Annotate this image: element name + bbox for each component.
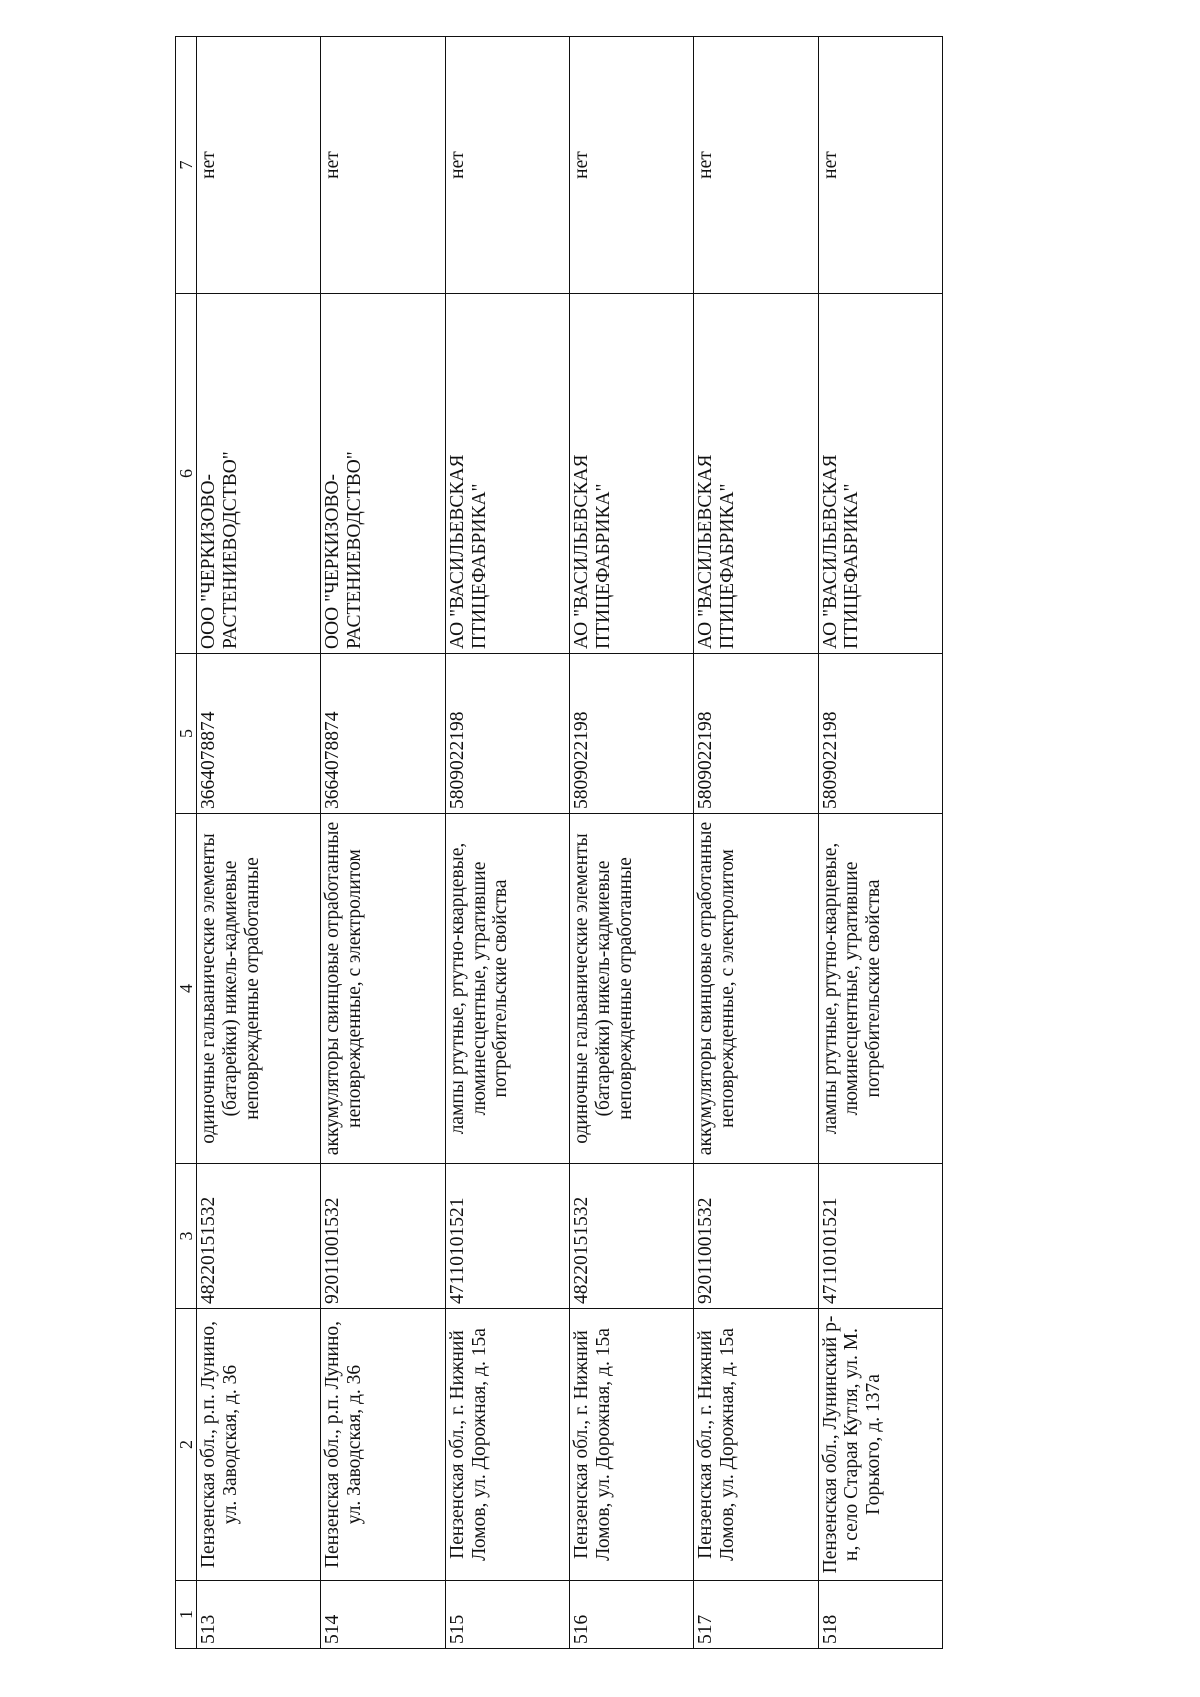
organization-cell: АО "ВАСИЛЬЕВСКАЯ ПТИЦЕФАБРИКА" <box>694 294 818 654</box>
inn-cell: 3664078874 <box>321 654 445 814</box>
address-cell: Пензенская обл., р.п. Лунино, ул. Заводская, д. 36 <box>321 1309 445 1581</box>
row-number: 517 <box>694 1581 818 1649</box>
header-col-4: 4 <box>176 814 197 1164</box>
waste-code-cell: 48220151532 <box>570 1164 694 1309</box>
row-number: 516 <box>570 1581 694 1649</box>
flag-cell: нет <box>197 37 321 294</box>
organization-cell: ООО "ЧЕРКИЗОВО-РАСТЕНИЕВОДСТВО" <box>197 294 321 654</box>
address-cell: Пензенская обл., г. Нижний Ломов, ул. Дорожная, д. 15а <box>570 1309 694 1581</box>
rotated-table-container <box>175 37 943 1649</box>
waste-code-cell: 47110101521 <box>818 1164 942 1309</box>
row-number: 513 <box>197 1581 321 1649</box>
header-col-5: 5 <box>176 654 197 814</box>
header-row <box>176 37 197 1649</box>
organization-cell: АО "ВАСИЛЬЕВСКАЯ ПТИЦЕФАБРИКА" <box>570 294 694 654</box>
registry-table-page <box>175 37 943 1649</box>
flag-cell: нет <box>321 37 445 294</box>
flag-cell: нет <box>570 37 694 294</box>
waste-name-cell: лампы ртутные, ртутно-кварцевые, люминесцентные, утратившие потребительские свойства <box>818 814 942 1164</box>
registry-table <box>175 36 943 1649</box>
header-col-6: 6 <box>176 294 197 654</box>
inn-cell: 5809022198 <box>570 654 694 814</box>
waste-name-cell: одиночные гальванические элементы (батарейки) никель-кадмиевые неповрежденные отработанные <box>197 814 321 1164</box>
row-number: 518 <box>818 1581 942 1649</box>
inn-cell: 5809022198 <box>818 654 942 814</box>
organization-cell: ООО "ЧЕРКИЗОВО-РАСТЕНИЕВОДСТВО" <box>321 294 445 654</box>
address-cell: Пензенская обл., р.п. Лунино, ул. Заводская, д. 36 <box>197 1309 321 1581</box>
inn-cell: 3664078874 <box>197 654 321 814</box>
waste-code-cell: 48220151532 <box>197 1164 321 1309</box>
organization-cell: АО "ВАСИЛЬЕВСКАЯ ПТИЦЕФАБРИКА" <box>818 294 942 654</box>
waste-name-cell: одиночные гальванические элементы (батарейки) никель-кадмиевые неповрежденные отработанные <box>570 814 694 1164</box>
header-col-1: 1 <box>176 1581 197 1649</box>
table-row <box>197 37 321 1649</box>
address-cell: Пензенская обл., г. Нижний Ломов, ул. Дорожная, д. 15а <box>694 1309 818 1581</box>
waste-code-cell: 47110101521 <box>445 1164 569 1309</box>
waste-name-cell: аккумуляторы свинцовые отработанные неповрежденные, с электролитом <box>321 814 445 1164</box>
inn-cell: 5809022198 <box>445 654 569 814</box>
address-cell: Пензенская обл., Лунинский р-н, село Старая Кутля, ул. М. Горького, д. 137а <box>818 1309 942 1581</box>
table-row <box>321 37 445 1649</box>
inn-cell: 5809022198 <box>694 654 818 814</box>
table-row <box>445 37 569 1649</box>
row-number: 514 <box>321 1581 445 1649</box>
organization-cell: АО "ВАСИЛЬЕВСКАЯ ПТИЦЕФАБРИКА" <box>445 294 569 654</box>
address-cell: Пензенская обл., г. Нижний Ломов, ул. Дорожная, д. 15а <box>445 1309 569 1581</box>
header-col-7: 7 <box>176 37 197 294</box>
waste-name-cell: лампы ртутные, ртутно-кварцевые, люминесцентные, утратившие потребительские свойства <box>445 814 569 1164</box>
header-col-2: 2 <box>176 1309 197 1581</box>
table-row <box>818 37 942 1649</box>
waste-code-cell: 92011001532 <box>321 1164 445 1309</box>
table-row <box>694 37 818 1649</box>
waste-name-cell: аккумуляторы свинцовые отработанные неповрежденные, с электролитом <box>694 814 818 1164</box>
row-number: 515 <box>445 1581 569 1649</box>
header-col-3: 3 <box>176 1164 197 1309</box>
flag-cell: нет <box>445 37 569 294</box>
flag-cell: нет <box>818 37 942 294</box>
table-row <box>570 37 694 1649</box>
waste-code-cell: 92011001532 <box>694 1164 818 1309</box>
flag-cell: нет <box>694 37 818 294</box>
